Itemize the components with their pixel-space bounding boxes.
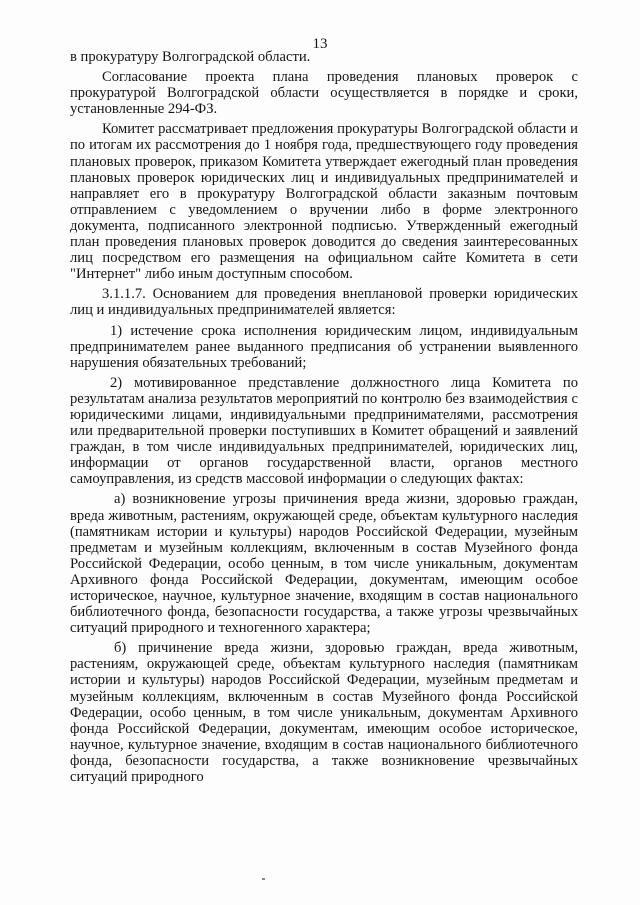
paragraph-approval: Согласование проекта плана проведения плановых проверок с прокуратурой Волгоградской области осуществляется в порядке и сроки, установленные 294-ФЗ.: [70, 69, 578, 118]
document-body: [70, 49, 578, 789]
list-item-a: а) возникновение угрозы причинения вреда жизни, здоровью граждан, вреда животным, растениям, окружающей среде, объектам культурного наследия (памятникам истории и культуры) народов Российской Федерации, музейным предметам и музейным коллекциям, включенным в состав Музейного фонда Российской Федерации, особо ценным, в том числе уникальным, документам Архивного фонда Российской Федерации, документам, имеющим особое историческое, научное, культурное значение, входящим в состав национального библиотечного фонда, безопасности государства, а также угрозы чрезвычайных ситуаций природного и техногенного характера;: [70, 491, 578, 637]
list-item-b: б) причинение вреда жизни, здоровью граждан, вреда животным, растениям, окружающей среде, объектам культурного наследия (памятникам истории и культуры) народов Российской Федерации, музейным предметам и музейным коллекциям, включенным в состав Музейного фонда Российской Федерации, особо ценным, в том числе уникальным, документам Архивного фонда Российской Федерации, документам, имеющим особое историческое, научное, культурное значение, входящим в состав национального библиотечного фонда, безопасности государства, а также возникновение чрезвычайных ситуаций природного: [70, 640, 578, 786]
list-item-2: 2) мотивированное представление должностного лица Комитета по результатам анализа результатов мероприятий по контролю без взаимодействия с юридическими лицами, индивидуальными предпринимателями, рассмотрения или предварительной проверки поступивших в Комитет обращений и заявлений граждан, в том числе индивидуальных предпринимателей, юридических лиц, информации от органов государственной власти, органов местного самоуправления, из средств массовой информации о следующих фактах:: [70, 374, 578, 488]
scan-speck: [262, 878, 265, 880]
list-item-1: 1) истечение срока исполнения юридическим лицом, индивидуальным предпринимателем ранее выданного предписания об устранении выявленного нарушения обязательных требований;: [70, 322, 578, 371]
paragraph-committee-plan: Комитет рассматривает предложения прокуратуры Волгоградской области и по итогам их рассмотрения до 1 ноября года, предшествующего году проведения плановых проверок, приказом Комитета утверждает ежегодный план проведения плановых проверок юридических лиц и индивидуальных предпринимателей и направляет его в прокуратуру Волгоградской области заказным почтовым отправлением с уведомлением о вручении либо в форме электронного документа, подписанного электронной подписью. Утвержденный ежегодный план проведения плановых проверок доводится до сведения заинтересованных лиц посредством его размещения на официальном сайте Комитета в сети "Интернет" либо иным доступным способом.: [70, 121, 578, 283]
paragraph-section-3-1-1-7: 3.1.1.7. Основанием для проведения внеплановой проверки юридических лиц и индивидуальных предпринимателей является:: [70, 286, 578, 319]
page-number: 13: [312, 36, 328, 52]
paragraph-continuation: в прокуратуру Волгоградской области.: [70, 49, 311, 65]
